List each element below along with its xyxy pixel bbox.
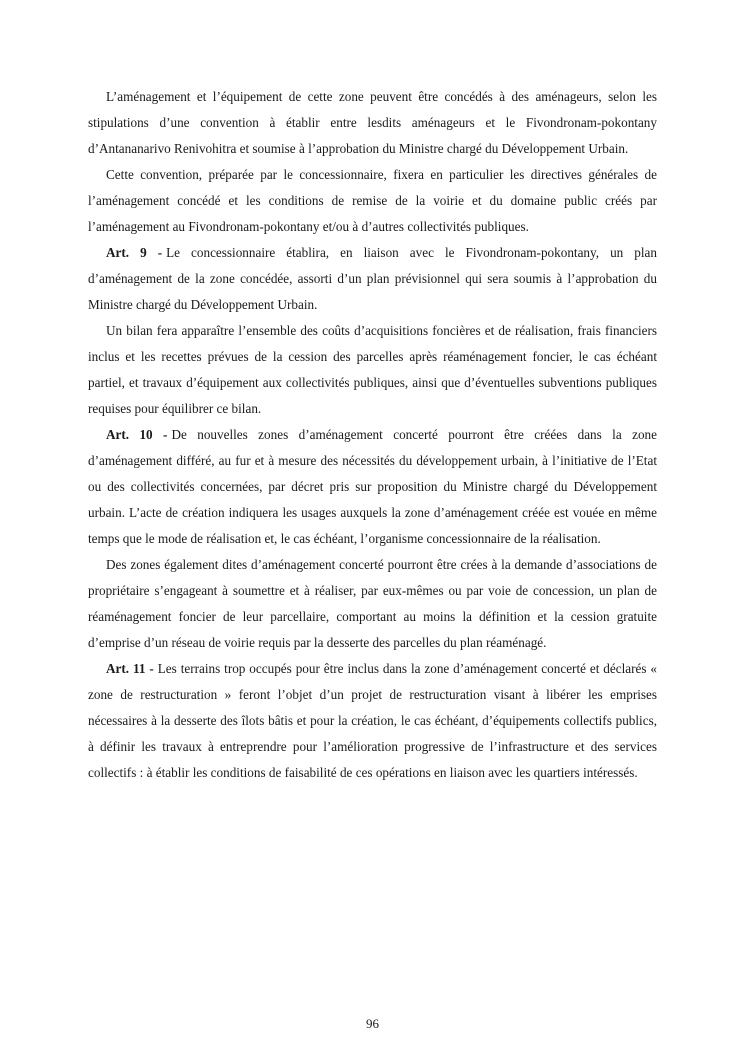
paragraph-text: Les terrains trop occupés pour être inclus dans la zone d’aménagement concerté et déclarés « zone de restructuration » feront l’objet d’un projet de restructuration visant à libérer les emprises nécessaires à la desserte des îlots bâtis et pour la création, le cas échéant, d’équipements collectifs publics, à définir les travaux à entreprendre pour l’amélioration progressive de l’infrastructure et des services collectifs : à établir les conditions de faisabilité de ces opérations en liaison avec les quartiers intéressés. xyxy=(88,661,657,780)
paragraph xyxy=(88,318,657,422)
paragraph-text: Un bilan fera apparaître l’ensemble des coûts d’acquisitions foncières et de réalisation, frais financiers inclus et les recettes prévues de la cession des parcelles après réaménagement foncier, le cas échéant partiel, et travaux d’équipement aux collectivités publiques, ainsi que d’éventuelles subventions publiques requises pour équilibrer ce bilan. xyxy=(88,323,657,416)
paragraph-text: Le concessionnaire établira, en liaison avec le Fivondronam-pokontany, un plan d’aménagement de la zone concédée, assorti d’un plan prévisionnel qui sera soumis à l’approbation du Ministre chargé du Développement Urbain. xyxy=(88,245,657,312)
article-label: Art. 10 - xyxy=(106,427,168,442)
article-label: Art. 9 - xyxy=(106,245,163,260)
paragraph xyxy=(88,552,657,656)
paragraph xyxy=(88,162,657,240)
article-9 xyxy=(88,240,657,318)
paragraph-text: Des zones également dites d’aménagement concerté pourront être crées à la demande d’associations de propriétaire s’engageant à soumettre et à réaliser, par eux-mêmes ou par voie de concession, un plan de réaménagement foncier de leur parcellaire, comportant au moins la définition et la cession gratuite d’emprise d’un réseau de voirie requis par la desserte des parcelles du plan réaménagé. xyxy=(88,557,657,650)
article-11 xyxy=(88,656,657,786)
article-label: Art. 11 - xyxy=(106,661,154,676)
page-number: 96 xyxy=(366,1016,379,1031)
paragraph-text: De nouvelles zones d’aménagement concerté pourront être créées dans la zone d’aménagement différé, au fur et à mesure des nécessités du développement urbain, à l’initiative de l’Etat ou des collectivités concernées, par décret pris sur proposition du Ministre chargé du Développement urbain. L’acte de création indiquera les usages auxquels la zone d’aménagement créée est vouée en même temps que le mode de réalisation et, le cas échéant, l’organisme concessionnaire de la réalisation. xyxy=(88,427,657,546)
body-text xyxy=(88,84,657,786)
paragraph-text: Cette convention, préparée par le concessionnaire, fixera en particulier les directives générales de l’aménagement concédé et les conditions de remise de la voirie et du domaine public créés par l’aménagement au Fivondronam-pokontany et/ou à d’autres collectivités publiques. xyxy=(88,167,657,234)
paragraph-text: L’aménagement et l’équipement de cette zone peuvent être concédés à des aménageurs, selon les stipulations d’une convention à établir entre lesdits aménageurs et le Fivondronam-pokontany d’Antananarivo Renivohitra et soumise à l’approbation du Ministre chargé du Développement Urbain. xyxy=(88,89,657,156)
article-10 xyxy=(88,422,657,552)
paragraph xyxy=(88,84,657,162)
